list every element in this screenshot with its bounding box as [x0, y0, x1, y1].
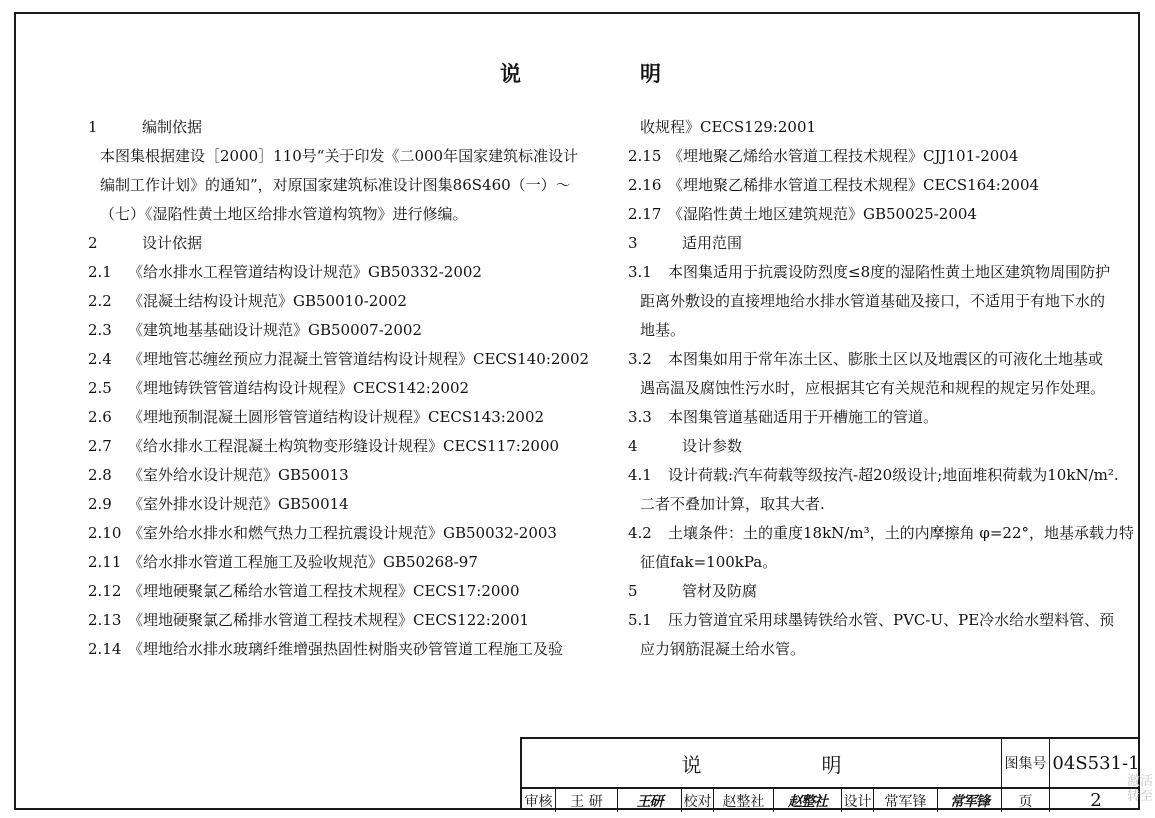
item-text: 《埋地预制混凝土圆形管管道结构设计规程》CECS143:2002	[128, 408, 545, 426]
section-heading: 适用范围	[682, 234, 743, 252]
text-line	[628, 407, 938, 427]
item-text: 《埋地铸铁管管道结构设计规程》CECS142:2002	[128, 379, 470, 397]
item-number: 2.4	[88, 350, 112, 368]
item-text: 《给水排水工程管道结构设计规范》GB50332-2002	[128, 263, 482, 281]
item-text: 收规程》CECS129:2001	[640, 118, 817, 136]
item-text: 《埋地聚乙稀排水管道工程技术规程》CECS164:2004	[668, 176, 1040, 194]
item-number: 2.5	[88, 379, 112, 397]
atlas-label: 图集号	[1002, 739, 1050, 787]
item-text: 本图集根据建设［2000］110号“关于印发《二000年国家建筑标准设计	[100, 147, 579, 165]
item-number: 2.17	[628, 205, 662, 223]
item-number: 2.2	[88, 292, 112, 310]
item-number: 2.11	[88, 553, 122, 571]
text-line	[628, 175, 1039, 195]
text-line	[88, 494, 349, 514]
item-text: 距离外敷设的直接埋地给水排水管道基础及接口，不适用于有地下水的	[640, 292, 1106, 310]
watermark	[1127, 774, 1153, 804]
watermark-line2: 转至	[1126, 789, 1153, 804]
item-text: 《室外排水设计规范》GB50014	[128, 495, 349, 513]
text-line	[100, 204, 468, 224]
text-line	[628, 436, 742, 456]
text-line	[640, 320, 685, 340]
checker-signature: 赵整社	[774, 789, 842, 812]
section-heading: 编制依据	[142, 118, 203, 136]
item-number: 5.1	[628, 611, 652, 629]
item-number: 2.1	[88, 263, 112, 281]
designer-label: 设计	[842, 789, 874, 812]
item-text: 《给水排水管道工程施工及验收规范》GB50268-97	[128, 553, 478, 571]
text-line	[88, 117, 202, 137]
text-line	[88, 465, 349, 485]
item-number: 5	[628, 582, 638, 600]
item-number: 2.8	[88, 466, 112, 484]
reviewer-label: 审核	[522, 789, 556, 812]
designer-signature: 常军锋	[938, 789, 1002, 812]
item-number: 1	[88, 118, 98, 136]
text-line	[628, 610, 1114, 630]
text-line	[88, 639, 563, 659]
text-line	[628, 204, 977, 224]
item-number: 2.3	[88, 321, 112, 339]
title-block-title-right: 明	[821, 752, 842, 777]
text-line	[640, 639, 805, 659]
section-heading: 设计依据	[142, 234, 203, 252]
item-text: 《湿陷性黄土地区建筑规范》GB50025-2004	[668, 205, 977, 223]
checker-name: 赵整社	[714, 789, 774, 812]
text-line	[88, 262, 482, 282]
item-text: 遇高温及腐蚀性污水时，应根据其它有关规范和规程的规定另作处理。	[640, 379, 1106, 397]
text-line	[88, 436, 559, 456]
item-number: 3.2	[628, 350, 652, 368]
title-block-title	[522, 739, 1002, 787]
text-line	[628, 262, 1110, 282]
text-line	[628, 349, 1103, 369]
text-line	[640, 117, 816, 137]
item-text: 《混凝土结构设计规范》GB50010-2002	[128, 292, 407, 310]
item-text: 土壤条件：土的重度18kN/m³，土的内摩擦角 φ=22°，地基承载力特	[668, 524, 1135, 542]
title-block	[520, 737, 1140, 810]
text-line	[628, 465, 1119, 485]
text-line	[640, 552, 777, 572]
section-heading: 管材及防腐	[682, 582, 758, 600]
item-text: 本图集适用于抗震设防烈度≤8度的湿陷性黄土地区建筑物周围防护	[668, 263, 1111, 281]
section-heading: 设计参数	[682, 437, 743, 455]
item-text: 《给水排水工程混凝土构筑物变形缝设计规程》CECS117:2000	[128, 437, 560, 455]
text-line	[640, 494, 825, 514]
item-text: 《埋地管芯缠丝预应力混凝土管管道结构设计规程》CECS140:2002	[128, 350, 590, 368]
text-line	[88, 552, 478, 572]
text-line	[88, 407, 544, 427]
item-text: 《埋地聚乙烯给水管道工程技术规程》CJJ101-2004	[668, 147, 1019, 165]
item-text: 《埋地硬聚氯乙稀给水管道工程技术规程》CECS17:2000	[128, 582, 520, 600]
item-number: 2.15	[628, 147, 662, 165]
text-line	[100, 175, 571, 195]
checker-label: 校对	[682, 789, 714, 812]
text-line	[88, 291, 407, 311]
item-number: 2.7	[88, 437, 112, 455]
designer-name: 常军锋	[874, 789, 938, 812]
atlas-number: 04S531-1	[1052, 752, 1140, 774]
watermark-line1: 激活	[1126, 774, 1153, 789]
item-text: 《埋地硬聚氯乙稀排水管道工程技术规程》CECS122:2001	[128, 611, 530, 629]
item-number: 3	[628, 234, 638, 252]
text-line	[628, 233, 742, 253]
item-text: 设计荷载:汽车荷载等级按汽-超20级设计;地面堆积荷载为10kN/m².	[668, 466, 1119, 484]
item-number: 4.1	[628, 466, 652, 484]
text-line	[88, 349, 589, 369]
item-number: 3.1	[628, 263, 652, 281]
reviewer-name: 王 研	[556, 789, 618, 812]
text-line	[640, 378, 1105, 398]
text-line	[88, 523, 557, 543]
item-text: （七）《湿陷性黄土地区给排水管道构筑物》进行修编。	[100, 205, 468, 223]
text-line	[88, 581, 520, 601]
page-label: 页	[1002, 789, 1050, 812]
item-text: 征值fak=100kPa。	[640, 553, 778, 571]
item-number: 4.2	[628, 524, 652, 542]
text-line	[628, 581, 757, 601]
item-number: 2.16	[628, 176, 662, 194]
item-text: 应力钢筋混凝土给水管。	[640, 640, 806, 658]
page-title-right: 明	[640, 61, 662, 86]
reviewer-signature: 王研	[618, 789, 682, 812]
page-title-left: 说	[500, 61, 522, 86]
text-line	[628, 523, 1134, 543]
item-text: 地基。	[640, 321, 686, 339]
text-line	[100, 146, 578, 166]
item-text: 编制工作计划》的通知”，对原国家建筑标准设计图集86S460（一）～	[100, 176, 571, 194]
item-text: 二者不叠加计算，取其大者.	[640, 495, 825, 513]
item-text: 《建筑地基基础设计规范》GB50007-2002	[128, 321, 422, 339]
item-number: 2	[88, 234, 98, 252]
text-line	[88, 378, 469, 398]
item-text: 本图集如用于常年冻土区、膨胀土区以及地震区的可液化土地基或	[668, 350, 1104, 368]
item-text: 压力管道宜采用球墨铸铁给水管、PVC-U、PE冷水给水塑料管、预	[668, 611, 1115, 629]
item-text: 《室外给水排水和燃气热力工程抗震设计规范》GB50032-2003	[128, 524, 557, 542]
title-block-title-left: 说	[681, 752, 702, 777]
item-number: 2.12	[88, 582, 122, 600]
item-text: 本图集管道基础适用于开槽施工的管道。	[668, 408, 939, 426]
item-text: 《室外给水设计规范》GB50013	[128, 466, 349, 484]
item-number: 3.3	[628, 408, 652, 426]
text-line	[88, 610, 529, 630]
item-number: 2.13	[88, 611, 122, 629]
item-text: 《埋地给水排水玻璃纤维增强热固性树脂夹砂管管道工程施工及验	[128, 640, 564, 658]
item-number: 2.9	[88, 495, 112, 513]
text-line	[640, 291, 1105, 311]
text-line	[628, 146, 1018, 166]
text-line	[88, 320, 422, 340]
item-number: 2.6	[88, 408, 112, 426]
item-number: 4	[628, 437, 638, 455]
text-line	[88, 233, 202, 253]
item-number: 2.10	[88, 524, 122, 542]
page-number: 2	[1090, 790, 1102, 811]
item-number: 2.14	[88, 640, 122, 658]
